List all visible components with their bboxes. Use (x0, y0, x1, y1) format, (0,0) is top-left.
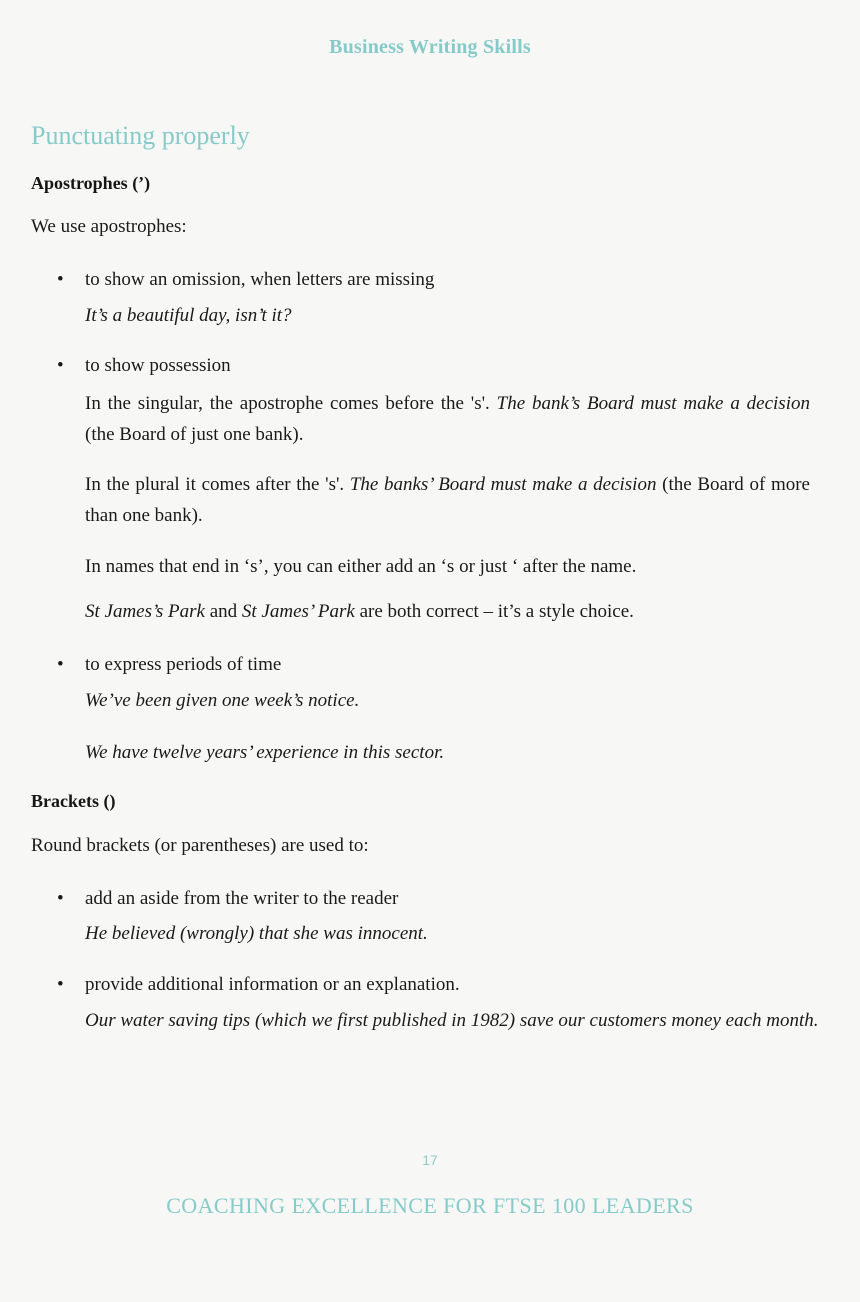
bullet-group-omission (31, 268, 830, 328)
page-number: 17 (422, 1152, 438, 1168)
plural-rule-example: The banks’ Board must make a decision (349, 474, 657, 496)
paragraph-names-example (31, 597, 830, 628)
example-text: He believed (wrongly) that she was innocent. (85, 923, 428, 945)
brackets-heading: Brackets () (31, 791, 116, 812)
list-item-label: to show an omission, when letters are missing (85, 268, 435, 290)
list-item-label: to show possession (85, 355, 231, 377)
plural-rule-suffix: (the Board of more than one bank). (85, 474, 810, 527)
brackets-section (31, 791, 830, 1033)
names-example-mid: and (204, 600, 242, 622)
bullet-group-aside (31, 887, 830, 947)
example-text: We’ve been given one week’s notice. (85, 690, 360, 712)
singular-rule-example: The bank’s Board must make a decision (496, 392, 810, 414)
names-example-second: St James’ Park (241, 600, 355, 622)
running-footer: COACHING EXCELLENCE FOR FTSE 100 LEADERS (166, 1193, 694, 1218)
singular-rule-suffix: (the Board of just one bank). (85, 423, 304, 445)
example-text: Our water saving tips (which we first published in 1982) save our customers money each month. (85, 1009, 819, 1031)
bullet-group-additional-info (31, 973, 830, 1033)
names-example-first: St James’s Park (85, 600, 205, 622)
bullet-group-time (31, 653, 830, 765)
list-item-label: provide additional information or an explanation. (85, 973, 460, 995)
apostrophes-lead: We use apostrophes: (31, 216, 187, 238)
bullet-icon: • (57, 973, 64, 995)
list-item (31, 268, 830, 293)
bullet-icon: • (57, 654, 64, 676)
list-item (31, 973, 830, 998)
list-item-label: add an aside from the writer to the reader (85, 887, 399, 909)
list-item (31, 887, 830, 912)
section-title: Punctuating properly (31, 121, 250, 150)
example-text: We have twelve years’ experience in this sector. (85, 741, 445, 763)
singular-rule-prefix: In the singular, the apostrophe comes before the 's'. (85, 392, 497, 414)
bullet-icon: • (57, 355, 64, 377)
list-item (31, 653, 830, 678)
paragraph-singular-rule (31, 389, 830, 451)
list-item-label: to express periods of time (85, 654, 282, 676)
bullet-group-possession (31, 354, 830, 627)
bullet-icon: • (57, 887, 64, 909)
list-item (31, 354, 830, 379)
example-text: It’s a beautiful day, isn’t it? (85, 304, 292, 326)
names-example-suffix: are both correct – it’s a style choice. (354, 600, 634, 622)
paragraph-plural-rule (31, 470, 830, 532)
running-header: Business Writing Skills (329, 36, 531, 58)
names-rule-text: In names that end in ‘s’, you can either add an ‘s or just ‘ after the name. (85, 555, 637, 577)
brackets-lead: Round brackets (or parentheses) are used to: (31, 835, 369, 856)
plural-rule-prefix: In the plural it comes after the 's'. (85, 474, 350, 496)
page-content (31, 122, 830, 1059)
apostrophes-heading: Apostrophes (’) (31, 172, 151, 193)
bullet-icon: • (57, 268, 64, 290)
paragraph-names-rule (31, 552, 830, 583)
